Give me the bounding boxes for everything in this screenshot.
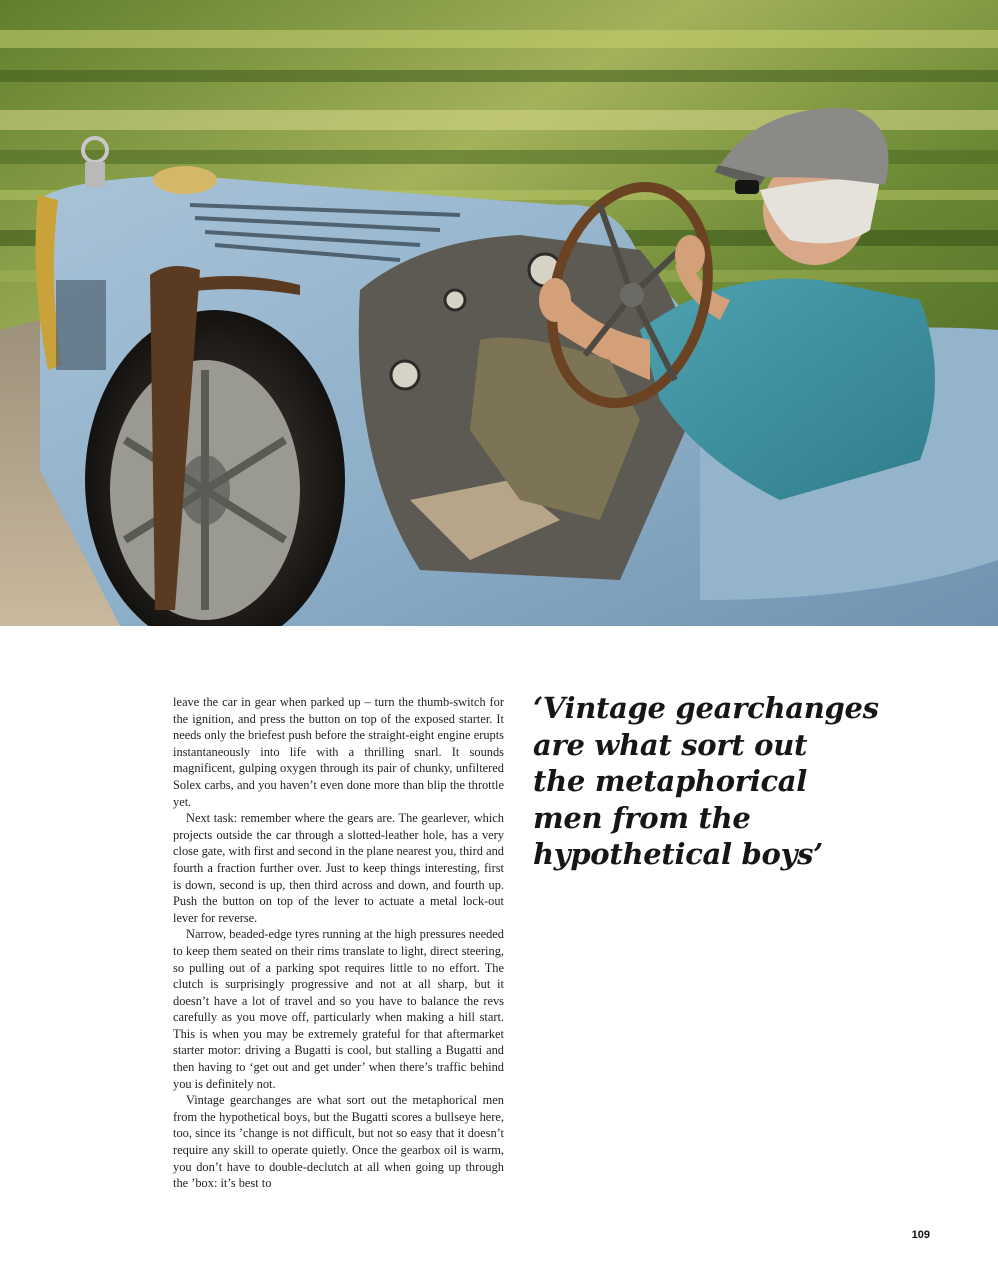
hero-photo	[0, 0, 998, 626]
pull-quote-line-3: the metaphorical	[533, 764, 808, 798]
bugatti-illustration	[0, 0, 998, 626]
article-paragraph-3: Narrow, beaded-edge tyres running at the high pressures needed to keep them seated on their rims translate to light, direct steering, so pulling out of a parking spot requires little to no effort. The clutch is surprisingly progressive and not at all sharp, but it doesn’t have a lot of travel and so you have to balance the revs carefully as you move off, particularly when making a hill start. This is when you may be extremely grateful for that aftermarket starter motor: driving a Bugatti is cool, but stalling a Bugatti and then having to ‘get out and get under’ when there’s traffic behind you is definitely not.	[173, 927, 504, 1091]
page-number: 109	[911, 1229, 930, 1241]
article-paragraph-1: leave the car in gear when parked up – turn the thumb-switch for the ignition, and press the button on top of the exposed starter. It needs only the briefest push before the straight-eight engine erupts instantaneously into life with a thrilling snarl. It sounds magnificent, gulping oxygen through its pair of chunky, unfiltered Solex carbs, and you haven’t even done more than blip the throttle yet.	[173, 695, 504, 809]
article-paragraph-4: Vintage gearchanges are what sort out the metaphorical men from the hypothetical boys, but the Bugatti scores a bullseye here, too, since its ’change is not difficult, but not so easy that it doesn’t require any skill to operate quietly. Once the gearbox oil is warm, you don’t have to double-declutch at all when going up through the ’box: it’s best to	[173, 1093, 504, 1191]
pull-quote-line-4: men from the	[533, 800, 751, 835]
pull-quote	[533, 690, 893, 873]
article-body	[173, 694, 504, 1192]
pull-quote-line-2: are what sort out	[533, 727, 808, 762]
pull-quote-line-1: ‘Vintage gearchanges	[533, 691, 879, 725]
article-paragraph-2: Next task: remember where the gears are. The gearlever, which projects outside the car through a slotted-leather hole, has a very close gate, with first and second in the plane nearest you, third and fourth a fraction further over. Just to keep things interesting, first is down, second is up, then third across and down, and fourth up. Push the button on top of the lever to actuate a metal lock-out lever for reverse.	[173, 811, 504, 925]
pull-quote-line-5: hypothetical boys’	[533, 837, 823, 871]
